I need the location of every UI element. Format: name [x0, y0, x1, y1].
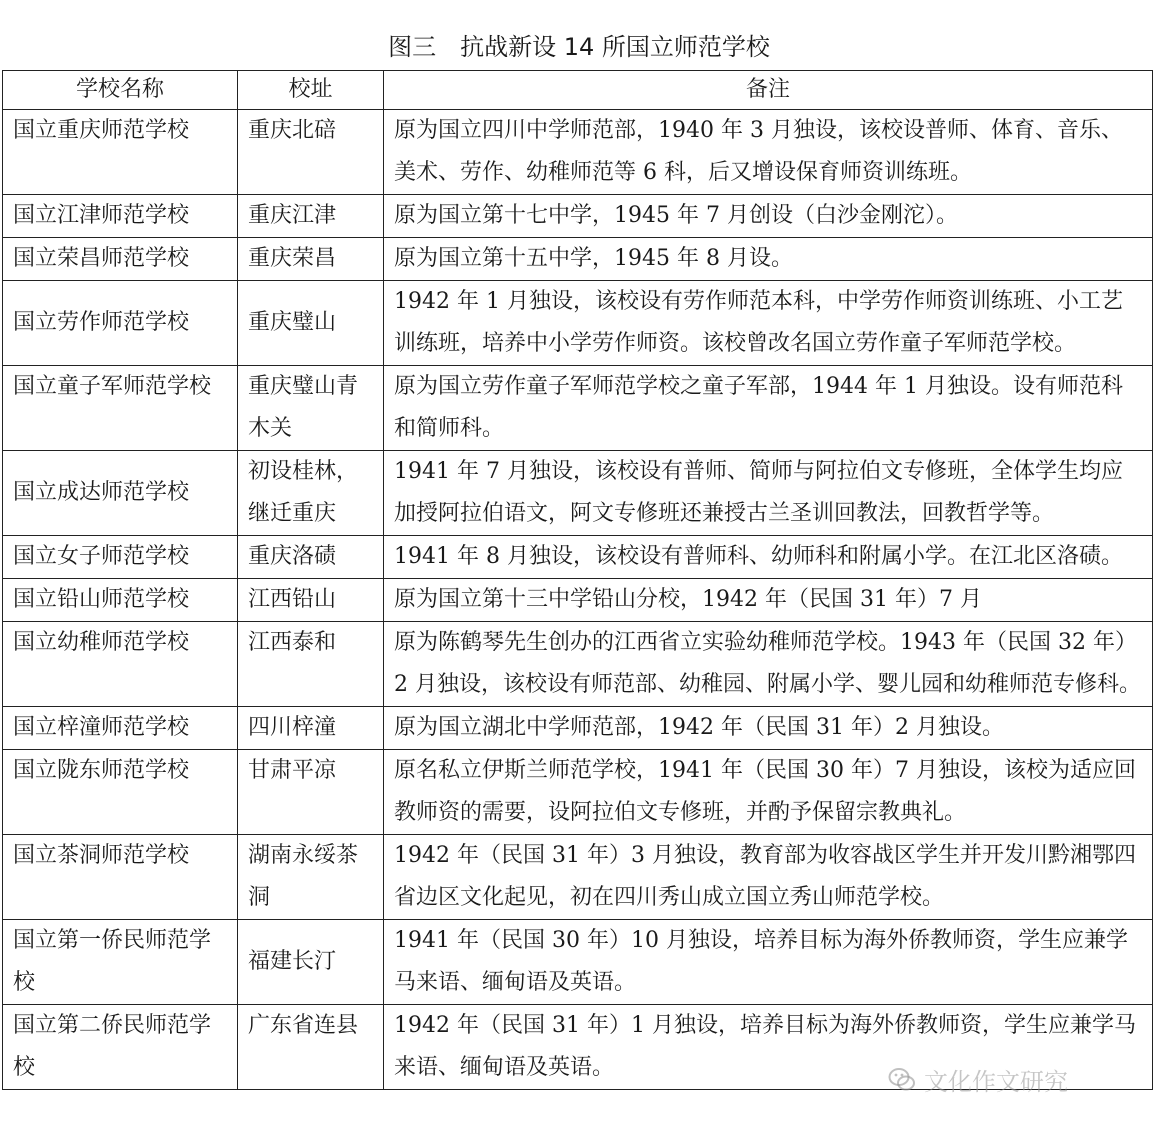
table-row — [3, 195, 1153, 238]
site-cell: 甘肃平凉 — [238, 750, 384, 835]
school-name-cell: 国立幼稚师范学校 — [3, 622, 238, 707]
table-row — [3, 110, 1153, 195]
school-name-cell: 国立第一侨民师范学校 — [3, 920, 238, 1005]
header-note: 备注 — [384, 71, 1153, 110]
watermark-text: 文化作文研究 — [924, 1068, 1068, 1096]
site-cell: 江西铅山 — [238, 579, 384, 622]
note-cell: 1941 年 8 月独设，该校设有普师科、幼师科和附属小学。在江北区洛碛。 — [384, 536, 1153, 579]
school-name-cell: 国立女子师范学校 — [3, 536, 238, 579]
wechat-icon — [888, 1066, 916, 1094]
site-cell: 福建长汀 — [238, 920, 384, 1005]
site-cell: 重庆璧山 — [238, 281, 384, 366]
site-cell: 初设桂林，继迁重庆 — [238, 451, 384, 536]
site-cell: 湖南永绥茶洞 — [238, 835, 384, 920]
table-row — [3, 707, 1153, 750]
table-row — [3, 238, 1153, 281]
school-name-cell: 国立成达师范学校 — [3, 451, 238, 536]
header-site: 校址 — [238, 71, 384, 110]
table-row — [3, 366, 1153, 451]
note-cell: 原名私立伊斯兰师范学校，1941 年（民国 30 年）7 月独设，该校为适应回教师资的需要，设阿拉伯文专修班，并酌予保留宗教典礼。 — [384, 750, 1153, 835]
site-cell: 广东省连县 — [238, 1005, 384, 1090]
note-cell: 原为国立第十三中学铅山分校，1942 年（民国 31 年）7 月 — [384, 579, 1153, 622]
site-cell: 重庆江津 — [238, 195, 384, 238]
site-cell: 重庆荣昌 — [238, 238, 384, 281]
note-cell: 原为国立四川中学师范部，1940 年 3 月独设，该校设普师、体育、音乐、美术、劳作、幼稚师范等 6 科，后又增设保育师资训练班。 — [384, 110, 1153, 195]
table-row — [3, 536, 1153, 579]
site-cell: 江西泰和 — [238, 622, 384, 707]
site-cell: 四川梓潼 — [238, 707, 384, 750]
school-name-cell: 国立梓潼师范学校 — [3, 707, 238, 750]
header-school-name: 学校名称 — [3, 71, 238, 110]
table-row — [3, 579, 1153, 622]
school-name-cell: 国立铅山师范学校 — [3, 579, 238, 622]
table-row — [3, 281, 1153, 366]
note-cell: 原为国立湖北中学师范部，1942 年（民国 31 年）2 月独设。 — [384, 707, 1153, 750]
school-name-cell: 国立陇东师范学校 — [3, 750, 238, 835]
table-header-row — [3, 71, 1153, 110]
school-name-cell: 国立第二侨民师范学校 — [3, 1005, 238, 1090]
schools-table — [2, 70, 1153, 1090]
school-name-cell: 国立童子军师范学校 — [3, 366, 238, 451]
table-row — [3, 622, 1153, 707]
note-cell: 原为陈鹤琴先生创办的江西省立实验幼稚师范学校。1943 年（民国 32 年）2 月独设，该校设有师范部、幼稚园、附属小学、婴儿园和幼稚师范专修科。 — [384, 622, 1153, 707]
note-cell: 1941 年（民国 30 年）10 月独设，培养目标为海外侨教师资，学生应兼学马来语、缅甸语及英语。 — [384, 920, 1153, 1005]
note-cell: 1942 年（民国 31 年）3 月独设，教育部为收容战区学生并开发川黔湘鄂四省边区文化起见，初在四川秀山成立国立秀山师范学校。 — [384, 835, 1153, 920]
table-row — [3, 750, 1153, 835]
school-name-cell: 国立江津师范学校 — [3, 195, 238, 238]
note-cell: 1942 年 1 月独设，该校设有劳作师范本科，中学劳作师资训练班、小工艺训练班，培养中小学劳作师资。该校曾改名国立劳作童子军师范学校。 — [384, 281, 1153, 366]
note-cell: 原为国立劳作童子军师范学校之童子军部，1944 年 1 月独设。设有师范科和简师科。 — [384, 366, 1153, 451]
note-cell: 1941 年 7 月独设，该校设有普师、简师与阿拉伯文专修班，全体学生均应加授阿拉伯语文，阿文专修班还兼授古兰圣训回教法，回教哲学等。 — [384, 451, 1153, 536]
school-name-cell: 国立茶洞师范学校 — [3, 835, 238, 920]
table-row — [3, 920, 1153, 1005]
site-cell: 重庆璧山青木关 — [238, 366, 384, 451]
note-cell: 原为国立第十五中学，1945 年 8 月设。 — [384, 238, 1153, 281]
note-cell: 原为国立第十七中学，1945 年 7 月创设（白沙金刚沱）。 — [384, 195, 1153, 238]
school-name-cell: 国立重庆师范学校 — [3, 110, 238, 195]
table-row — [3, 835, 1153, 920]
school-name-cell: 国立荣昌师范学校 — [3, 238, 238, 281]
note-cell: 1942 年（民国 31 年）1 月独设，培养目标为海外侨教师资，学生应兼学马来语、缅甸语及英语。 — [384, 1005, 1153, 1090]
site-cell: 重庆北碚 — [238, 110, 384, 195]
table-caption: 图三 抗战新设 14 所国立师范学校 — [388, 33, 770, 61]
table-row — [3, 451, 1153, 536]
site-cell: 重庆洛碛 — [238, 536, 384, 579]
school-name-cell: 国立劳作师范学校 — [3, 281, 238, 366]
